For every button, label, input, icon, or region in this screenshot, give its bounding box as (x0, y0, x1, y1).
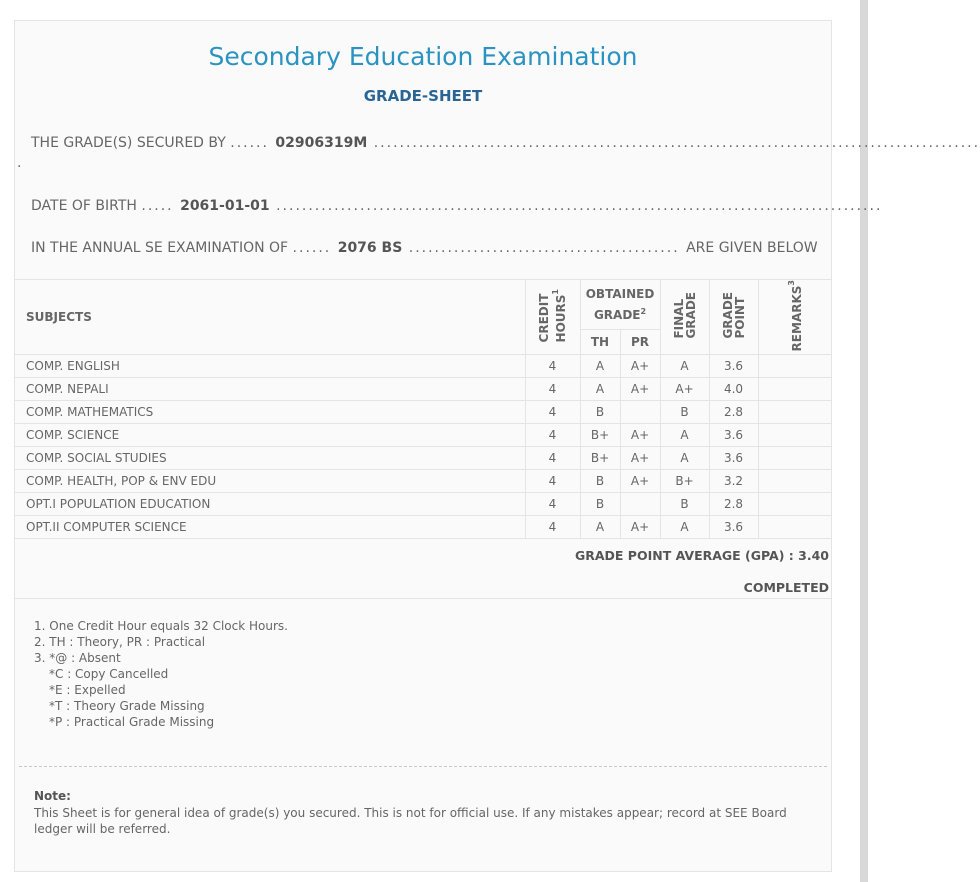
cell-remarks (758, 424, 831, 447)
cell-th: A (580, 355, 620, 378)
cell-final: B (660, 493, 709, 516)
cell-credit: 4 (525, 401, 580, 424)
remarks-header: REMARKS$^3$ (758, 280, 831, 355)
final-grade-header: FINAL GRADE (660, 280, 709, 355)
cell-final: A (660, 424, 709, 447)
cell-credit: 4 (525, 470, 580, 493)
obtained-grade-header: OBTAINED GRADE$^2$ (580, 280, 660, 330)
table-row (15, 493, 831, 516)
legend-item: *T : Theory Grade Missing (49, 699, 205, 713)
th-header: TH (580, 329, 620, 355)
cell-pr: A+ (620, 424, 660, 447)
divider (15, 598, 831, 599)
cell-final: A (660, 355, 709, 378)
note-text: This Sheet is for general idea of grade(s) you secured. This is not for official use. If any mistakes appear; record at SEE Board ledger will be referred. (34, 806, 787, 836)
cell-remarks (758, 355, 831, 378)
cell-remarks (758, 493, 831, 516)
cell-final: A (660, 447, 709, 470)
table-row (15, 470, 831, 493)
gpa-label: GRADE POINT AVERAGE (GPA) : (574, 548, 794, 563)
legend-item: *P : Practical Grade Missing (49, 715, 215, 729)
cell-remarks (758, 378, 831, 401)
cell-final: A (660, 516, 709, 539)
table-row (15, 516, 831, 539)
secured-by-label: THE GRADE(S) SECURED BY (31, 135, 226, 151)
cell-remarks (758, 516, 831, 539)
legend-item: *C : Copy Cancelled (49, 667, 169, 681)
cell-subject: COMP. SCIENCE (15, 424, 525, 447)
credit-hours-header: CREDIT HOURS$^1$ (525, 280, 580, 355)
cell-th: A (580, 378, 620, 401)
cell-credit: 4 (525, 516, 580, 539)
dashed-divider (19, 766, 827, 767)
cell-remarks (758, 447, 831, 470)
gpa-value: 3.40 (798, 548, 829, 563)
cell-credit: 4 (525, 355, 580, 378)
legend-item: 3. *@ : Absent (34, 651, 121, 665)
cell-remarks (758, 401, 831, 424)
table-row (15, 401, 831, 424)
cell-credit: 4 (525, 378, 580, 401)
note-title: Note: (34, 789, 71, 803)
legend-item: 2. TH : Theory, PR : Practical (34, 635, 206, 649)
cell-th: B+ (580, 447, 620, 470)
cell-subject: COMP. SOCIAL STUDIES (15, 447, 525, 470)
cell-point: 3.6 (709, 424, 758, 447)
grade-point-header: GRADE POINT (709, 280, 758, 355)
gpa-summary (575, 548, 829, 563)
cell-th: A (580, 516, 620, 539)
cell-point: 2.8 (709, 493, 758, 516)
table-row (15, 355, 831, 378)
cell-th: B (580, 493, 620, 516)
subjects-header: SUBJECTS (15, 280, 525, 355)
cell-th: B+ (580, 424, 620, 447)
cell-credit: 4 (525, 493, 580, 516)
cell-th: B (580, 470, 620, 493)
legend-item: *E : Expelled (49, 683, 126, 697)
exam-line: IN THE ANNUAL SE EXAMINATION OF ...... 2076 BS .......................................... ARE GIVEN BELOW (31, 240, 818, 256)
cell-point: 2.8 (709, 401, 758, 424)
given-below-text: ARE GIVEN BELOW (686, 240, 818, 256)
legend (34, 618, 288, 730)
table-row (15, 378, 831, 401)
cell-pr (620, 401, 660, 424)
cell-point: 3.6 (709, 355, 758, 378)
cell-point: 4.0 (709, 378, 758, 401)
result-status: COMPLETED (743, 580, 829, 595)
cell-subject: COMP. HEALTH, POP & ENV EDU (15, 470, 525, 493)
cell-pr: A+ (620, 516, 660, 539)
sheet-subtitle: GRADE-SHEET (363, 87, 483, 105)
cell-pr: A+ (620, 355, 660, 378)
cell-subject: OPT.II COMPUTER SCIENCE (15, 516, 525, 539)
cell-subject: COMP. ENGLISH (15, 355, 525, 378)
grade-sheet-card: Secondary Education Examination GRADE-SHEET THE GRADE(S) SECURED BY ...... 02906319M .............................................................................................. . DATE OF BIRTH ..... 2061-01-01 .............................................................................................. IN THE ANNUAL SE EXAMINATION OF ...... 2076 BS .......................................... ARE GIVEN BELOW SUBJECTS CREDIT HOURS$^1$ OBTAINED GRADE$^2$ FINAL GRADE GRADE POINT REMARKS$^3$ TH PR COMP. ENGLISH 4 A A+ A 3.6 COMP. NEPALI 4 A A+ A+ 4.0 COMP. MATHEMATICS 4 B B 2.8 COMP. SCIENCE 4 B+ A+ A 3.6 COMP. SOCIAL STUDIES 4 B+ A+ A 3.6 COMP. HEALTH, POP & ENV EDU 4 B A+ B+ 3.2 OPT.I POPULATION EDUCATION 4 B B 2.8 OPT.II COMPUTER SCIENCE 4 A A+ A 3.6 GRADE POINT AVERAGE (GPA) : 3.40 COMPLETED 1. One Credit Hour equals 32 Clock Hours. 2. TH : Theory, PR : Practical 3. *@ : Absent *C : Copy Cancelled *E : Expelled *T : Theory Grade Missing *P : Practical Grade Missing Note: This Sheet is for general idea of grade(s) you secured. This is not for official use. If any mistakes appear; record at SEE Board ledger will be referred. (14, 20, 832, 872)
cell-credit: 4 (525, 424, 580, 447)
cell-point: 3.6 (709, 516, 758, 539)
cell-pr (620, 493, 660, 516)
cell-final: B+ (660, 470, 709, 493)
cell-pr: A+ (620, 447, 660, 470)
table-row (15, 447, 831, 470)
cell-subject: COMP. MATHEMATICS (15, 401, 525, 424)
cell-point: 3.2 (709, 470, 758, 493)
date-of-birth: 2061-01-01 (180, 198, 270, 214)
cell-point: 3.6 (709, 447, 758, 470)
page-scrollbar[interactable] (860, 0, 868, 882)
cell-th: B (580, 401, 620, 424)
dob-line: DATE OF BIRTH ..... 2061-01-01 .............................................................................................. (31, 198, 883, 214)
legend-item: 1. One Credit Hour equals 32 Clock Hours. (34, 619, 288, 633)
table-row (15, 424, 831, 447)
exam-title: Secondary Education Examination (208, 42, 638, 71)
cell-final: A+ (660, 378, 709, 401)
dob-label: DATE OF BIRTH (31, 198, 137, 214)
cell-subject: COMP. NEPALI (15, 378, 525, 401)
cell-pr: A+ (620, 470, 660, 493)
cell-credit: 4 (525, 447, 580, 470)
grade-table (15, 279, 831, 539)
cell-final: B (660, 401, 709, 424)
secured-by-line: THE GRADE(S) SECURED BY ...... 02906319M .............................................................................................. (31, 135, 980, 151)
exam-label: IN THE ANNUAL SE EXAMINATION OF (31, 240, 289, 256)
cell-subject: OPT.I POPULATION EDUCATION (15, 493, 525, 516)
pr-header: PR (620, 329, 660, 355)
symbol-number: 02906319M (275, 135, 368, 151)
cell-remarks (758, 470, 831, 493)
exam-year: 2076 BS (337, 240, 403, 256)
cell-pr: A+ (620, 378, 660, 401)
